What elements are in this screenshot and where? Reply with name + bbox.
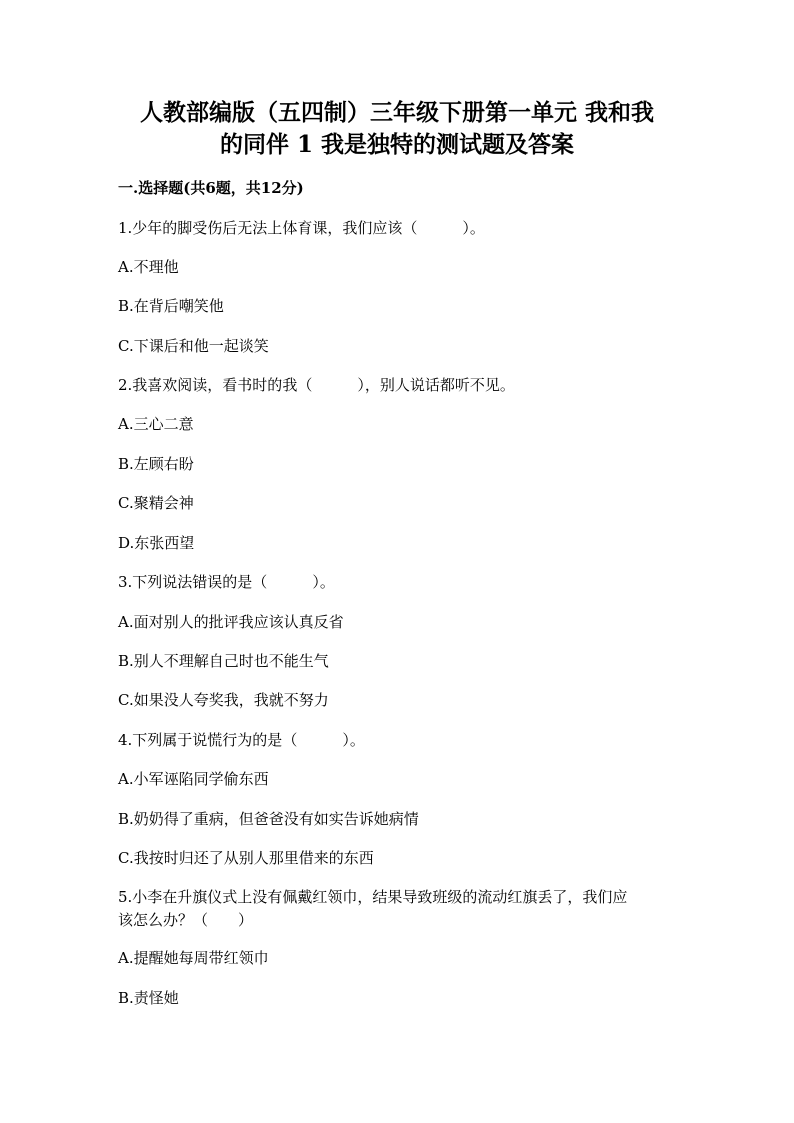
question-2-option-c: C.聚精会神 xyxy=(118,494,194,512)
question-3-stem: 3.下列说法错误的是（ ）。 xyxy=(118,573,335,591)
question-5-stem-line-1: 5.小李在升旗仪式上没有佩戴红领巾，结果导致班级的流动红旗丢了，我们应 xyxy=(118,888,628,906)
question-1-option-b: B.在背后嘲笑他 xyxy=(118,297,224,315)
section-heading: 一.选择题(共6题，共12分) xyxy=(118,179,304,197)
question-3-option-a: A.面对别人的批评我应该认真反省 xyxy=(118,613,344,631)
question-4-option-b: B.奶奶得了重病，但爸爸没有如实告诉她病情 xyxy=(118,810,419,828)
question-5-option-b: B.责怪她 xyxy=(118,989,179,1007)
question-4-stem: 4.下列属于说慌行为的是（ ）。 xyxy=(118,731,365,749)
document-title-line-1: 人教部编版（五四制）三年级下册第一单元 我和我 xyxy=(139,99,654,126)
question-4-option-a: A.小军诬陷同学偷东西 xyxy=(118,770,269,788)
question-2-option-b: B.左顾右盼 xyxy=(118,455,194,473)
question-4-option-c: C.我按时归还了从别人那里借来的东西 xyxy=(118,849,374,867)
document-title-line-2: 的同伴 1 我是独特的测试题及答案 xyxy=(219,131,575,158)
question-1-stem: 1.少年的脚受伤后无法上体育课，我们应该（ ）。 xyxy=(118,219,485,237)
question-5-option-a: A.提醒她每周带红领巾 xyxy=(118,949,269,967)
question-1-option-a: A.不理他 xyxy=(118,258,179,276)
question-2-stem: 2.我喜欢阅读，看书时的我（ ），别人说话都听不见。 xyxy=(118,376,515,394)
question-2-option-a: A.三心二意 xyxy=(118,415,194,433)
question-5-stem-line-2: 该怎么办？（ ） xyxy=(118,911,254,929)
question-3-option-c: C.如果没人夸奖我，我就不努力 xyxy=(118,691,329,709)
question-2-option-d: D.东张西望 xyxy=(118,534,195,552)
question-1-option-c: C.下课后和他一起谈笑 xyxy=(118,337,269,355)
question-3-option-b: B.别人不理解自己时也不能生气 xyxy=(118,652,329,670)
